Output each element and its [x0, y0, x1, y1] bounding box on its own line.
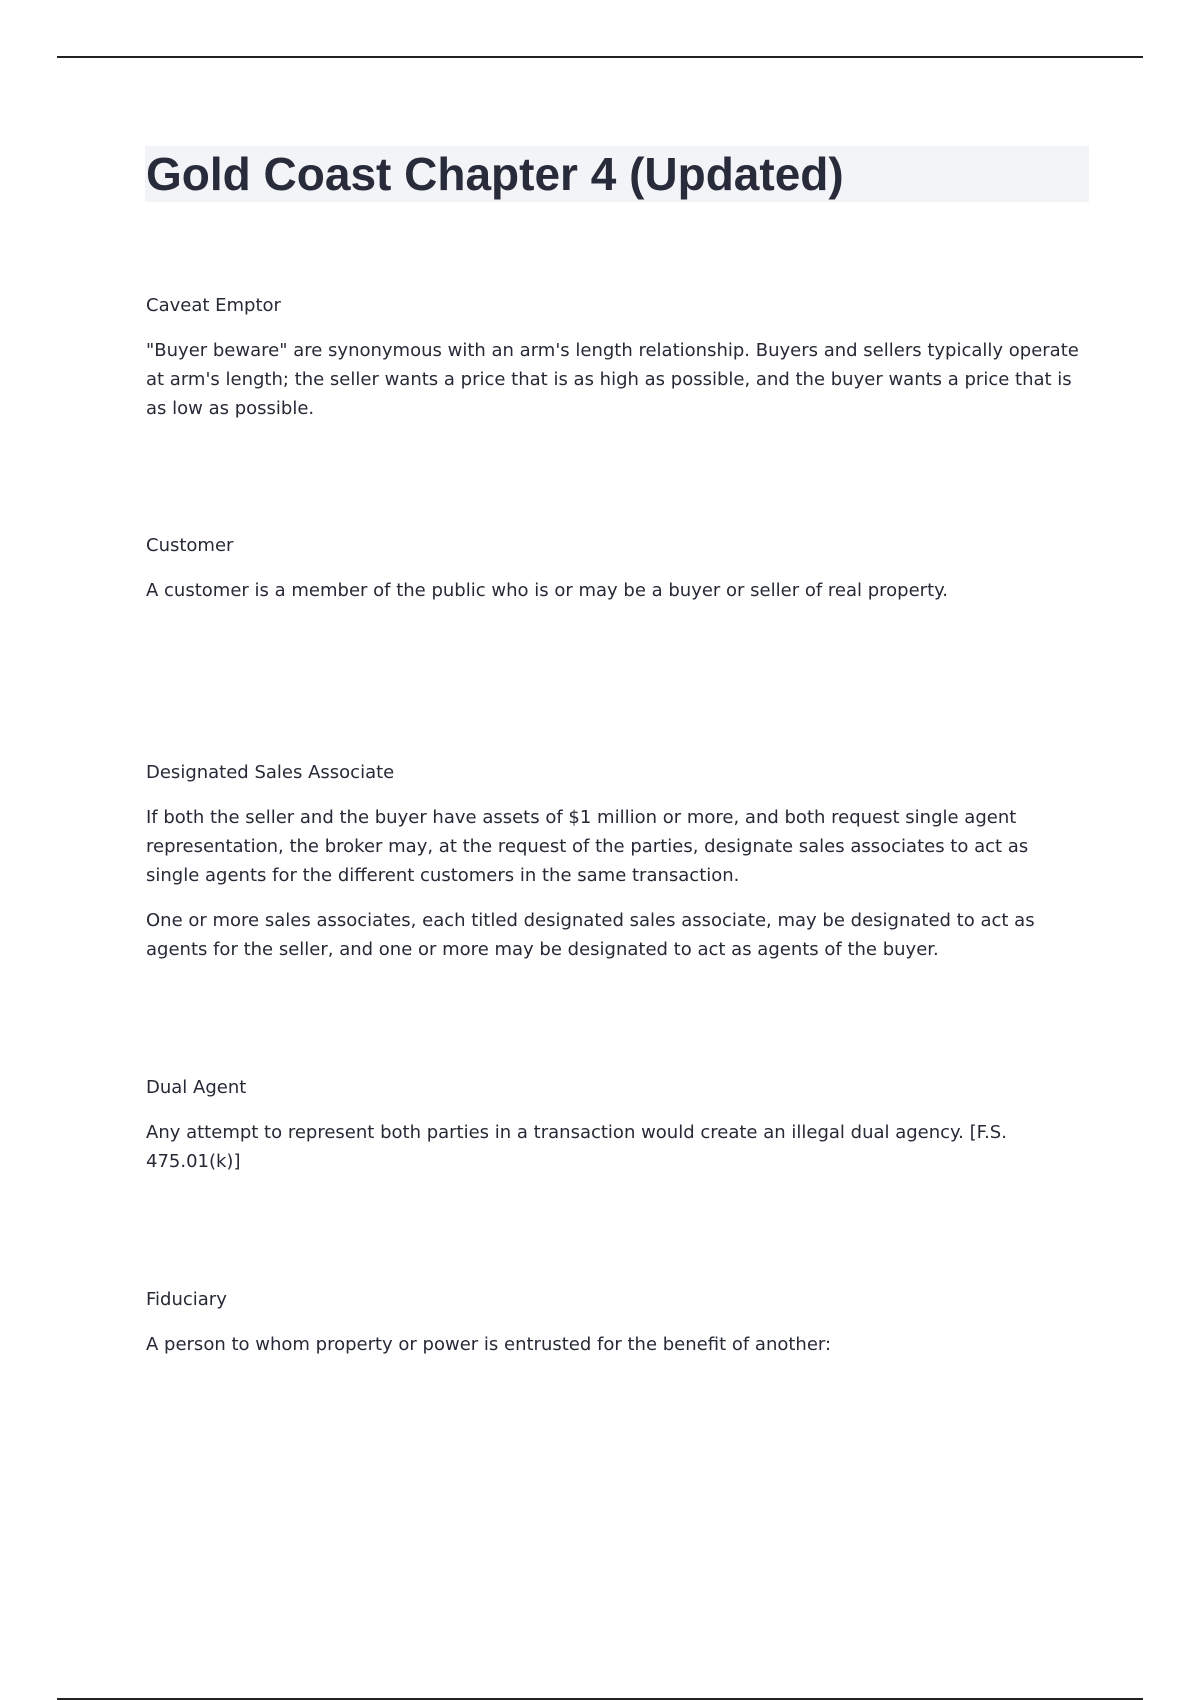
entry-definition: If both the seller and the buyer have assets of $1 million or more, and both request single agent representation, the broker may, at the request of the parties, designate sales associates to act as single agents for the different customers in the same transaction.: [146, 807, 1029, 886]
top-rule: [57, 56, 1143, 58]
entry-dual-agent: [146, 1076, 1086, 1192]
entry-caveat-emptor: [146, 294, 1086, 439]
entry-definition: One or more sales associates, each titled designated sales associate, may be designated to act as agents for the seller, and one or more may be designated to act as agents of the buyer.: [146, 910, 1035, 960]
entry-customer: [146, 534, 1086, 621]
entry-definition: "Buyer beware" are synonymous with an arm's length relationship. Buyers and sellers typically operate at arm's length; the seller wants a price that is as high as possible, and the buyer wants a price that is as low as possible.: [146, 340, 1079, 419]
entry-term: Caveat Emptor: [146, 295, 281, 316]
entry-fiduciary: [146, 1288, 1086, 1375]
entry-designated-sales-associate: [146, 761, 1086, 980]
entry-term: Designated Sales Associate: [146, 762, 395, 783]
page-title: Gold Coast Chapter 4 (Updated): [146, 148, 844, 200]
entry-definition: A customer is a member of the public who is or may be a buyer or seller of real property.: [146, 580, 948, 601]
entry-definition: A person to whom property or power is entrusted for the benefit of another:: [146, 1334, 832, 1355]
entry-term: Dual Agent: [146, 1077, 247, 1098]
entry-definition: Any attempt to represent both parties in a transaction would create an illegal dual agency. [F.S. 475.01(k)]: [146, 1122, 1007, 1172]
entry-term: Fiduciary: [146, 1289, 227, 1310]
entry-term: Customer: [146, 535, 234, 556]
